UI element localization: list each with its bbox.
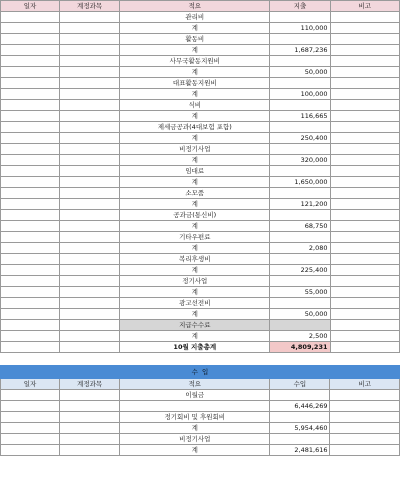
empty-cell <box>60 423 120 434</box>
total-row <box>1 342 400 353</box>
income-body <box>1 366 400 456</box>
empty-cell <box>60 45 120 56</box>
empty-cell <box>1 12 60 23</box>
subtotal-label: 계 <box>120 23 270 34</box>
subtotal-label: 계 <box>120 155 270 166</box>
subtotal-amount: 116,665 <box>270 111 330 122</box>
subtotal-amount: 2,500 <box>270 331 330 342</box>
category-row <box>1 56 400 67</box>
empty-cell <box>60 177 120 188</box>
subtotal-label: 계 <box>120 221 270 232</box>
subtotal-row <box>1 199 400 210</box>
empty-cell <box>330 122 399 133</box>
empty-cell <box>120 401 270 412</box>
empty-cell <box>330 287 399 298</box>
empty-cell <box>330 23 399 34</box>
empty-cell <box>270 298 330 309</box>
income-subtotal-amount: 2,481,616 <box>270 445 330 456</box>
category-row <box>1 166 400 177</box>
expense-body <box>1 1 400 353</box>
category-row <box>1 320 400 331</box>
income-subtotal-amount: 5,954,460 <box>270 423 330 434</box>
empty-cell <box>60 133 120 144</box>
empty-cell <box>330 199 399 210</box>
empty-cell <box>330 298 399 309</box>
income-header-date: 일자 <box>1 379 60 390</box>
category-name: 공과금(통신비) <box>120 210 270 221</box>
income-subtotal-label: 계 <box>120 445 270 456</box>
subtotal-label: 계 <box>120 309 270 320</box>
subtotal-amount: 1,687,236 <box>270 45 330 56</box>
empty-cell <box>1 133 60 144</box>
empty-cell <box>330 254 399 265</box>
empty-cell <box>330 221 399 232</box>
empty-cell <box>60 254 120 265</box>
empty-cell <box>270 412 330 423</box>
income-header-summary: 적요 <box>120 379 270 390</box>
empty-cell <box>270 188 330 199</box>
subtotal-row <box>1 133 400 144</box>
empty-cell <box>330 78 399 89</box>
empty-cell <box>1 100 60 111</box>
subtotal-amount: 68,750 <box>270 221 330 232</box>
empty-cell <box>1 177 60 188</box>
empty-cell <box>270 434 330 445</box>
category-name: 광고선전비 <box>120 298 270 309</box>
subtotal-label: 계 <box>120 265 270 276</box>
subtotal-amount: 121,200 <box>270 199 330 210</box>
empty-cell <box>60 78 120 89</box>
income-subtotal-label: 계 <box>120 423 270 434</box>
empty-cell <box>1 309 60 320</box>
category-name: 소모품 <box>120 188 270 199</box>
subtotal-amount: 250,400 <box>270 133 330 144</box>
empty-cell <box>330 331 399 342</box>
empty-cell <box>1 23 60 34</box>
empty-cell <box>60 144 120 155</box>
income-category-row <box>1 412 400 423</box>
subtotal-amount: 55,000 <box>270 287 330 298</box>
empty-cell <box>270 210 330 221</box>
empty-cell <box>270 144 330 155</box>
income-category-name: 정기회비 및 후원회비 <box>120 412 270 423</box>
header-date: 일자 <box>1 1 60 12</box>
category-name: 기타우편료 <box>120 232 270 243</box>
empty-cell <box>60 390 120 401</box>
empty-cell <box>330 309 399 320</box>
category-name: 관리비 <box>120 12 270 23</box>
empty-cell <box>60 276 120 287</box>
empty-cell <box>60 445 120 456</box>
category-name: 임대료 <box>120 166 270 177</box>
category-name: 비정기사업 <box>120 144 270 155</box>
income-subtotal-row <box>1 401 400 412</box>
empty-cell <box>330 265 399 276</box>
empty-cell <box>330 390 400 401</box>
subtotal-row <box>1 111 400 122</box>
subtotal-row <box>1 243 400 254</box>
empty-cell <box>60 309 120 320</box>
income-category-row <box>1 434 400 445</box>
empty-cell <box>270 100 330 111</box>
empty-cell <box>1 34 60 45</box>
empty-cell <box>60 210 120 221</box>
income-category-name: 비정기사업 <box>120 434 270 445</box>
empty-cell <box>330 166 399 177</box>
empty-cell <box>1 342 60 353</box>
subtotal-label: 계 <box>120 111 270 122</box>
empty-cell <box>60 331 120 342</box>
empty-cell <box>1 122 60 133</box>
subtotal-row <box>1 67 400 78</box>
subtotal-label: 계 <box>120 45 270 56</box>
subtotal-label: 계 <box>120 89 270 100</box>
subtotal-label: 계 <box>120 243 270 254</box>
income-subtotal-row <box>1 445 400 456</box>
empty-cell <box>1 265 60 276</box>
category-row <box>1 232 400 243</box>
empty-cell <box>330 412 400 423</box>
empty-cell <box>1 199 60 210</box>
category-row <box>1 210 400 221</box>
empty-cell <box>60 221 120 232</box>
subtotal-label: 계 <box>120 133 270 144</box>
category-row <box>1 144 400 155</box>
category-row <box>1 12 400 23</box>
empty-cell <box>60 243 120 254</box>
empty-cell <box>330 188 399 199</box>
empty-cell <box>60 342 120 353</box>
empty-cell <box>60 122 120 133</box>
empty-cell <box>270 78 330 89</box>
header-note: 비고 <box>330 1 399 12</box>
category-row <box>1 298 400 309</box>
empty-cell <box>330 34 399 45</box>
empty-cell <box>270 232 330 243</box>
subtotal-amount: 100,000 <box>270 89 330 100</box>
empty-cell <box>330 401 400 412</box>
empty-cell <box>60 199 120 210</box>
empty-cell <box>330 423 400 434</box>
empty-cell <box>60 67 120 78</box>
subtotal-label: 계 <box>120 199 270 210</box>
subtotal-amount: 50,000 <box>270 309 330 320</box>
empty-cell <box>1 423 60 434</box>
income-header-row <box>1 379 400 390</box>
empty-cell <box>270 320 330 331</box>
total-label: 10월 지출총계 <box>120 342 270 353</box>
income-table <box>0 365 400 456</box>
empty-cell <box>330 177 399 188</box>
empty-cell <box>1 67 60 78</box>
empty-cell <box>60 401 120 412</box>
empty-cell <box>1 254 60 265</box>
empty-cell <box>1 401 60 412</box>
empty-cell <box>330 320 399 331</box>
empty-cell <box>60 155 120 166</box>
empty-cell <box>60 287 120 298</box>
empty-cell <box>270 254 330 265</box>
category-row <box>1 276 400 287</box>
empty-cell <box>1 412 60 423</box>
empty-cell <box>60 89 120 100</box>
empty-cell <box>270 56 330 67</box>
empty-cell <box>1 434 60 445</box>
category-name: 식비 <box>120 100 270 111</box>
empty-cell <box>60 34 120 45</box>
empty-cell <box>60 23 120 34</box>
empty-cell <box>1 221 60 232</box>
empty-cell <box>60 320 120 331</box>
empty-cell <box>60 12 120 23</box>
empty-cell <box>1 232 60 243</box>
income-subtotal-amount: 6,446,269 <box>270 401 330 412</box>
subtotal-row <box>1 155 400 166</box>
category-name: 제세금공과(4대보험 포함) <box>120 122 270 133</box>
empty-cell <box>330 144 399 155</box>
empty-cell <box>330 133 399 144</box>
subtotal-label: 계 <box>120 287 270 298</box>
total-amount: 4,809,231 <box>270 342 330 353</box>
empty-cell <box>330 155 399 166</box>
empty-cell <box>60 265 120 276</box>
income-header-account: 계정과목 <box>60 379 120 390</box>
empty-cell <box>330 445 400 456</box>
empty-cell <box>1 243 60 254</box>
income-title: 수 입 <box>1 366 400 379</box>
category-name: 사무국활동지원비 <box>120 56 270 67</box>
header-expense: 지출 <box>270 1 330 12</box>
subtotal-row <box>1 287 400 298</box>
empty-cell <box>60 100 120 111</box>
subtotal-row <box>1 331 400 342</box>
empty-cell <box>60 232 120 243</box>
income-title-row <box>1 366 400 379</box>
subtotal-amount: 320,000 <box>270 155 330 166</box>
empty-cell <box>1 155 60 166</box>
subtotal-amount: 110,000 <box>270 23 330 34</box>
expense-header-row <box>1 1 400 12</box>
subtotal-amount: 225,400 <box>270 265 330 276</box>
category-name: 지급수수료 <box>120 320 270 331</box>
empty-cell <box>270 276 330 287</box>
category-name: 활동비 <box>120 34 270 45</box>
empty-cell <box>60 412 120 423</box>
subtotal-label: 계 <box>120 331 270 342</box>
empty-cell <box>1 276 60 287</box>
income-header-income: 수입 <box>270 379 330 390</box>
empty-cell <box>270 34 330 45</box>
empty-cell <box>330 210 399 221</box>
subtotal-amount: 2,080 <box>270 243 330 254</box>
empty-cell <box>1 287 60 298</box>
empty-cell <box>1 445 60 456</box>
empty-cell <box>330 67 399 78</box>
income-header-note: 비고 <box>330 379 400 390</box>
category-row <box>1 188 400 199</box>
subtotal-row <box>1 177 400 188</box>
empty-cell <box>1 111 60 122</box>
empty-cell <box>60 166 120 177</box>
category-name: 복리후생비 <box>120 254 270 265</box>
category-name: 정기사업 <box>120 276 270 287</box>
empty-cell <box>1 331 60 342</box>
subtotal-row <box>1 23 400 34</box>
empty-cell <box>60 111 120 122</box>
header-summary: 적요 <box>120 1 270 12</box>
empty-cell <box>270 12 330 23</box>
subtotal-row <box>1 89 400 100</box>
empty-cell <box>1 89 60 100</box>
subtotal-row <box>1 45 400 56</box>
empty-cell <box>1 78 60 89</box>
empty-cell <box>330 56 399 67</box>
empty-cell <box>330 434 400 445</box>
empty-cell <box>60 56 120 67</box>
empty-cell <box>1 390 60 401</box>
subtotal-row <box>1 265 400 276</box>
category-row <box>1 78 400 89</box>
empty-cell <box>330 243 399 254</box>
category-name: 대표활동지원비 <box>120 78 270 89</box>
subtotal-amount: 50,000 <box>270 67 330 78</box>
gap-table <box>0 353 400 365</box>
empty-cell <box>1 45 60 56</box>
empty-cell <box>1 144 60 155</box>
empty-cell <box>330 232 399 243</box>
empty-cell <box>330 342 399 353</box>
empty-cell <box>330 12 399 23</box>
header-account: 계정과목 <box>60 1 120 12</box>
empty-cell <box>330 45 399 56</box>
empty-cell <box>1 56 60 67</box>
category-row <box>1 100 400 111</box>
empty-cell <box>330 111 399 122</box>
subtotal-amount: 1,650,000 <box>270 177 330 188</box>
section-gap <box>0 353 400 365</box>
category-row <box>1 254 400 265</box>
subtotal-row <box>1 309 400 320</box>
income-category-row <box>1 390 400 401</box>
empty-cell <box>330 100 399 111</box>
empty-cell <box>60 188 120 199</box>
empty-cell <box>1 166 60 177</box>
income-category-name: 이월금 <box>120 390 270 401</box>
subtotal-row <box>1 221 400 232</box>
empty-cell <box>330 276 399 287</box>
empty-cell <box>270 166 330 177</box>
empty-cell <box>1 210 60 221</box>
category-row <box>1 122 400 133</box>
empty-cell <box>60 298 120 309</box>
subtotal-label: 계 <box>120 67 270 78</box>
empty-cell <box>1 320 60 331</box>
empty-cell <box>60 434 120 445</box>
empty-cell <box>270 122 330 133</box>
empty-cell <box>330 89 399 100</box>
empty-cell <box>270 390 330 401</box>
income-subtotal-row <box>1 423 400 434</box>
category-row <box>1 34 400 45</box>
empty-cell <box>1 298 60 309</box>
subtotal-label: 계 <box>120 177 270 188</box>
empty-cell <box>1 188 60 199</box>
